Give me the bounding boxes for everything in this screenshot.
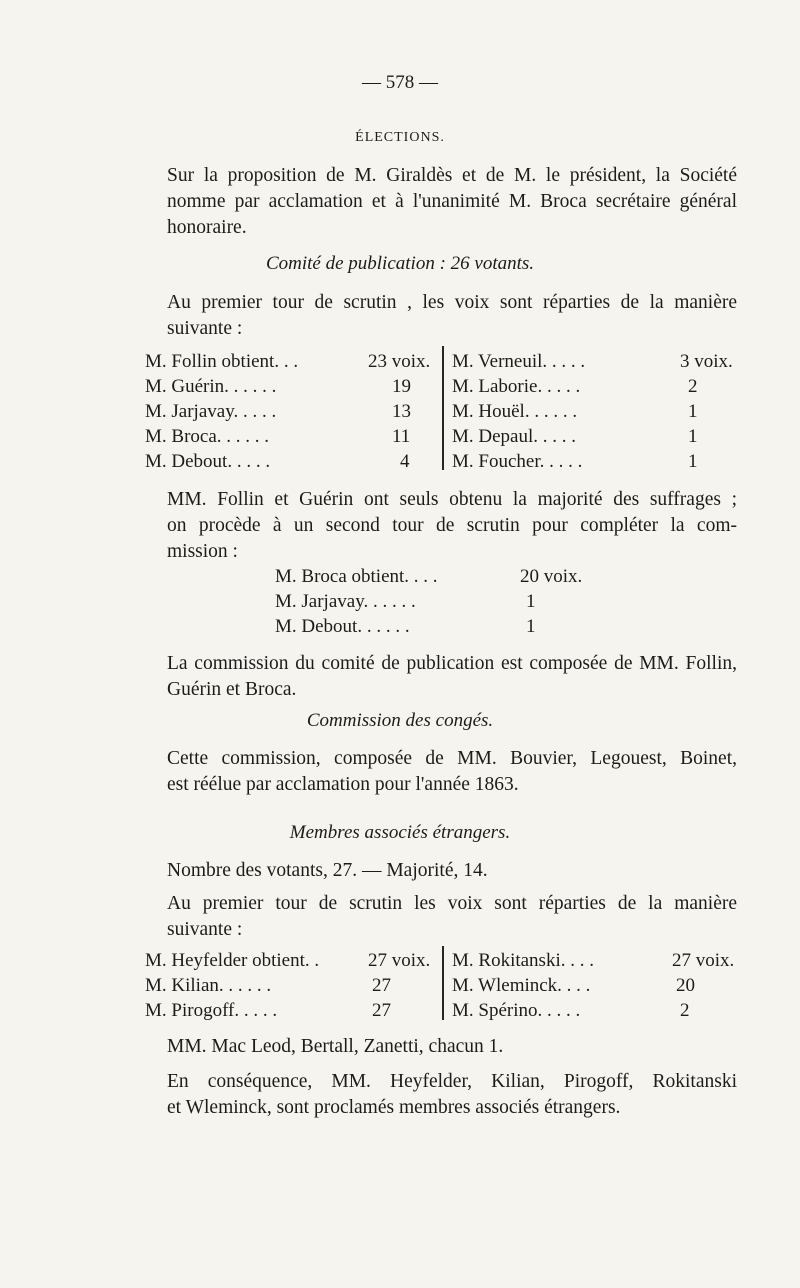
subheading-comite: Comité de publication : 26 votants. [265, 253, 535, 274]
paragraph-majorite [145, 487, 737, 565]
candidate-name: M. Heyfelder obtient. . [145, 950, 320, 971]
candidate-name: M. Debout. . . . . [145, 451, 271, 472]
text-line: honoraire. [167, 217, 247, 238]
candidate-name: M. Debout. . . . . . [275, 616, 410, 637]
column-divider [442, 946, 444, 1020]
text-line: on procède à un second tour de scrutin pour compléter la com- [167, 515, 737, 536]
vote-count: 1 [526, 591, 536, 612]
vote-count: 1 [688, 451, 698, 472]
vote-count: 4 [400, 451, 410, 472]
vote-count: 2 [680, 1000, 690, 1021]
vote-count: 27 voix. [368, 950, 431, 971]
paragraph-chacun [145, 1034, 737, 1060]
text-line: Nombre des votants, 27. — Majorité, 14. [167, 860, 488, 881]
paragraph-proposition [145, 163, 737, 241]
candidate-name: M. Rokitanski. . . . [452, 950, 594, 971]
vote-count: 23 voix. [368, 351, 431, 372]
page-number: — 578 — [362, 72, 438, 93]
vote-count: 13 [392, 401, 411, 422]
vote-count: 1 [688, 426, 698, 447]
text-line: suivante : [167, 919, 243, 940]
vote-count: 1 [688, 401, 698, 422]
vote-count: 3 voix. [680, 351, 733, 372]
text-line: mission : [167, 541, 238, 562]
candidate-name: M. Guérin. . . . . . [145, 376, 277, 397]
vote-count: 19 [392, 376, 411, 397]
candidate-name: M. Broca. . . . . . [145, 426, 270, 447]
candidate-name: M. Kilian. . . . . . [145, 975, 272, 996]
text-line: Sur la proposition de M. Giraldès et de M. le président, la Société [167, 165, 737, 186]
vote-count: 20 [676, 975, 695, 996]
paragraph-premier-tour [145, 290, 737, 342]
subheading-membres: Membres associés étrangers. [289, 822, 511, 843]
text-line: suivante : [167, 318, 243, 339]
text-line: Cette commission, composée de MM. Bouvier, Legouest, Boinet, [167, 748, 737, 769]
paragraph-consequence [145, 1069, 737, 1121]
paragraph-votants [145, 858, 737, 884]
vote-count: 27 [372, 975, 391, 996]
candidate-name: M. Jarjavay. . . . . [145, 401, 277, 422]
text-line: Au premier tour de scrutin les voix sont réparties de la manière [167, 893, 737, 914]
section-heading: ÉLECTIONS. [355, 130, 445, 145]
candidate-name: M. Depaul. . . . . [452, 426, 577, 447]
vote-count: 11 [392, 426, 411, 447]
paragraph-repartition [145, 891, 737, 943]
candidate-name: M. Pirogoff. . . . . [145, 1000, 278, 1021]
text-line: est réélue par acclamation pour l'année 1863. [167, 774, 519, 795]
paragraph-conges [145, 746, 737, 798]
text-line: MM. Follin et Guérin ont seuls obtenu la majorité des suffrages ; [167, 489, 737, 510]
text-line: nomme par acclamation et à l'unanimité M. Broca secrétaire général [167, 191, 737, 212]
text-line: Guérin et Broca. [167, 679, 297, 700]
text-line: En conséquence, MM. Heyfelder, Kilian, Pirogoff, Rokitanski [167, 1071, 737, 1092]
vote-count: 2 [688, 376, 698, 397]
vote-count: 27 voix. [672, 950, 735, 971]
candidate-name: M. Broca obtient. . . . [275, 566, 438, 587]
subheading-conges: Commission des congés. [306, 710, 494, 731]
candidate-name: M. Verneuil. . . . . [452, 351, 586, 372]
candidate-name: M. Follin obtient. . . [145, 351, 299, 372]
vote-count: 27 [372, 1000, 391, 1021]
column-divider [442, 346, 444, 470]
text-line: La commission du comité de publication est composée de MM. Follin, [167, 653, 737, 674]
candidate-name: M. Jarjavay. . . . . . [275, 591, 416, 612]
text-line: Au premier tour de scrutin , les voix sont réparties de la manière [167, 292, 737, 313]
candidate-name: M. Spérino. . . . . [452, 1000, 581, 1021]
text-line: MM. Mac Leod, Bertall, Zanetti, chacun 1. [167, 1036, 504, 1057]
vote-count: 20 voix. [520, 566, 583, 587]
candidate-name: M. Wleminck. . . . [452, 975, 591, 996]
candidate-name: M. Foucher. . . . . [452, 451, 583, 472]
candidate-name: M. Laborie. . . . . [452, 376, 581, 397]
paragraph-commission [145, 651, 737, 703]
vote-count: 1 [526, 616, 536, 637]
candidate-name: M. Houël. . . . . . [452, 401, 578, 422]
text-line: et Wleminck, sont proclamés membres associés étrangers. [167, 1097, 621, 1118]
